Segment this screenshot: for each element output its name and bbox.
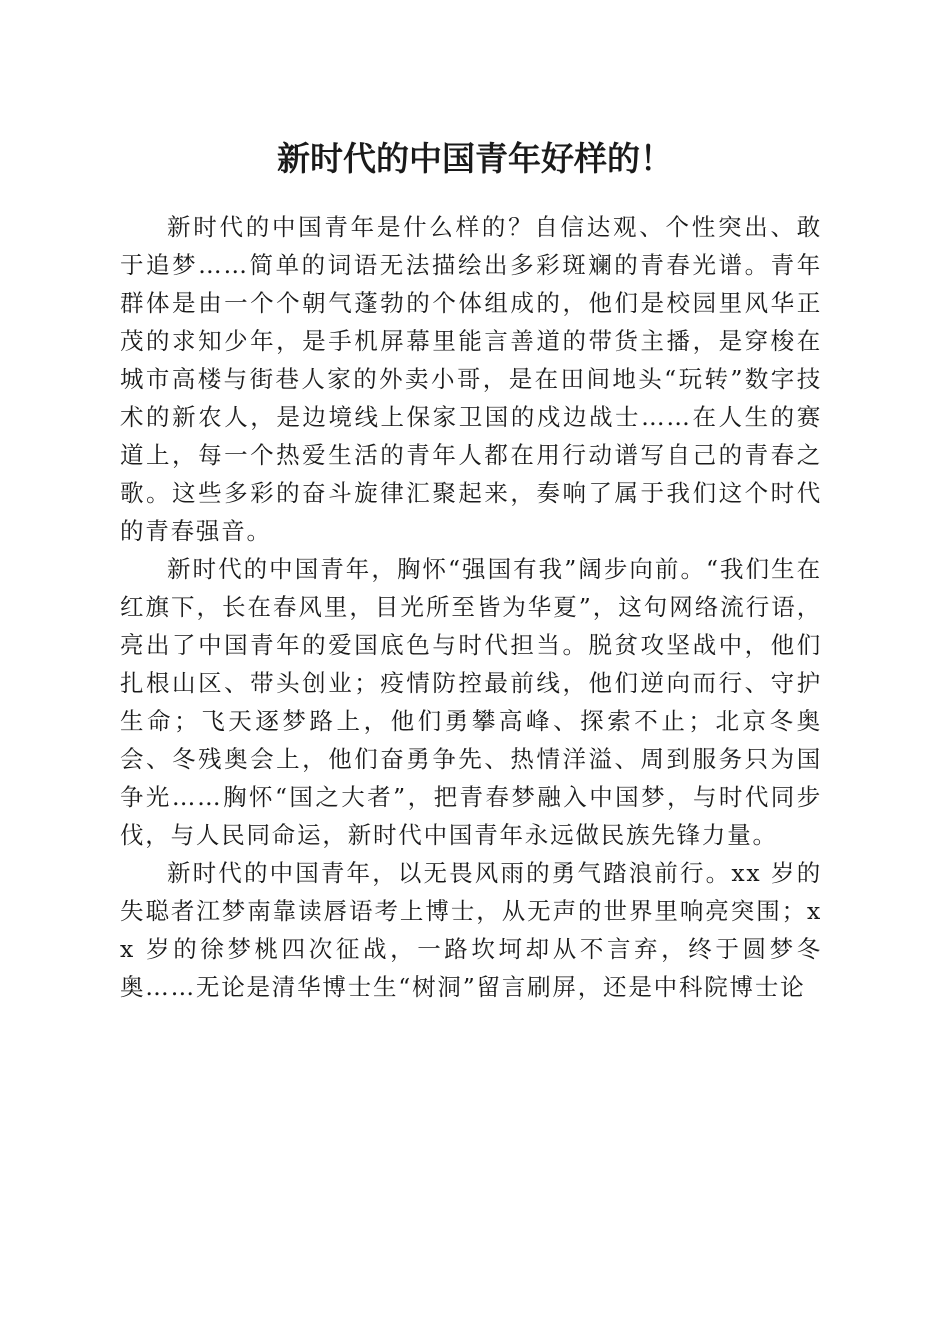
document-body [120,208,822,1006]
document-title: 新时代的中国青年好样的！ [277,139,673,178]
paragraph-1: 新时代的中国青年是什么样的？自信达观、个性突出、敢于追梦……简单的词语无法描绘出多彩斑斓的青春光谱。青年群体是由一个个朝气蓬勃的个体组成的，他们是校园里风华正茂的求知少年，是手机屏幕里能言善道的带货主播，是穿梭在城市高楼与街巷人家的外卖小哥，是在田间地头“玩转”数字技术的新农人，是边境线上保家卫国的戍边战士……在人生的赛道上，每一个热爱生活的青年人都在用行动谱写自己的青春之歌。这些多彩的奋斗旋律汇聚起来，奏响了属于我们这个时代的青春强音。 [120,213,822,545]
paragraph-2: 新时代的中国青年，胸怀“强国有我”阔步向前。“我们生在红旗下，长在春风里，目光所至皆为华夏”，这句网络流行语，亮出了中国青年的爱国底色与时代担当。脱贫攻坚战中，他们扎根山区、带头创业；疫情防控最前线，他们逆向而行、守护生命；飞天逐梦路上，他们勇攀高峰、探索不止；北京冬奥会、冬残奥会上，他们奋勇争先、热情洋溢、周到服务只为国争光……胸怀“国之大者”，把青春梦融入中国梦，与时代同步伐，与人民同命运，新时代中国青年永远做民族先锋力量。 [120,555,822,849]
paragraph-3: 新时代的中国青年，以无畏风雨的勇气踏浪前行。xx 岁的失聪者江梦南靠读唇语考上博士，从无声的世界里响亮突围；xx 岁的徐梦桃四次征战，一路坎坷却从不言弃，终于圆梦冬奥……无论是清华博士生“树洞”留言刷屏，还是中科院博士论 [120,859,822,1001]
